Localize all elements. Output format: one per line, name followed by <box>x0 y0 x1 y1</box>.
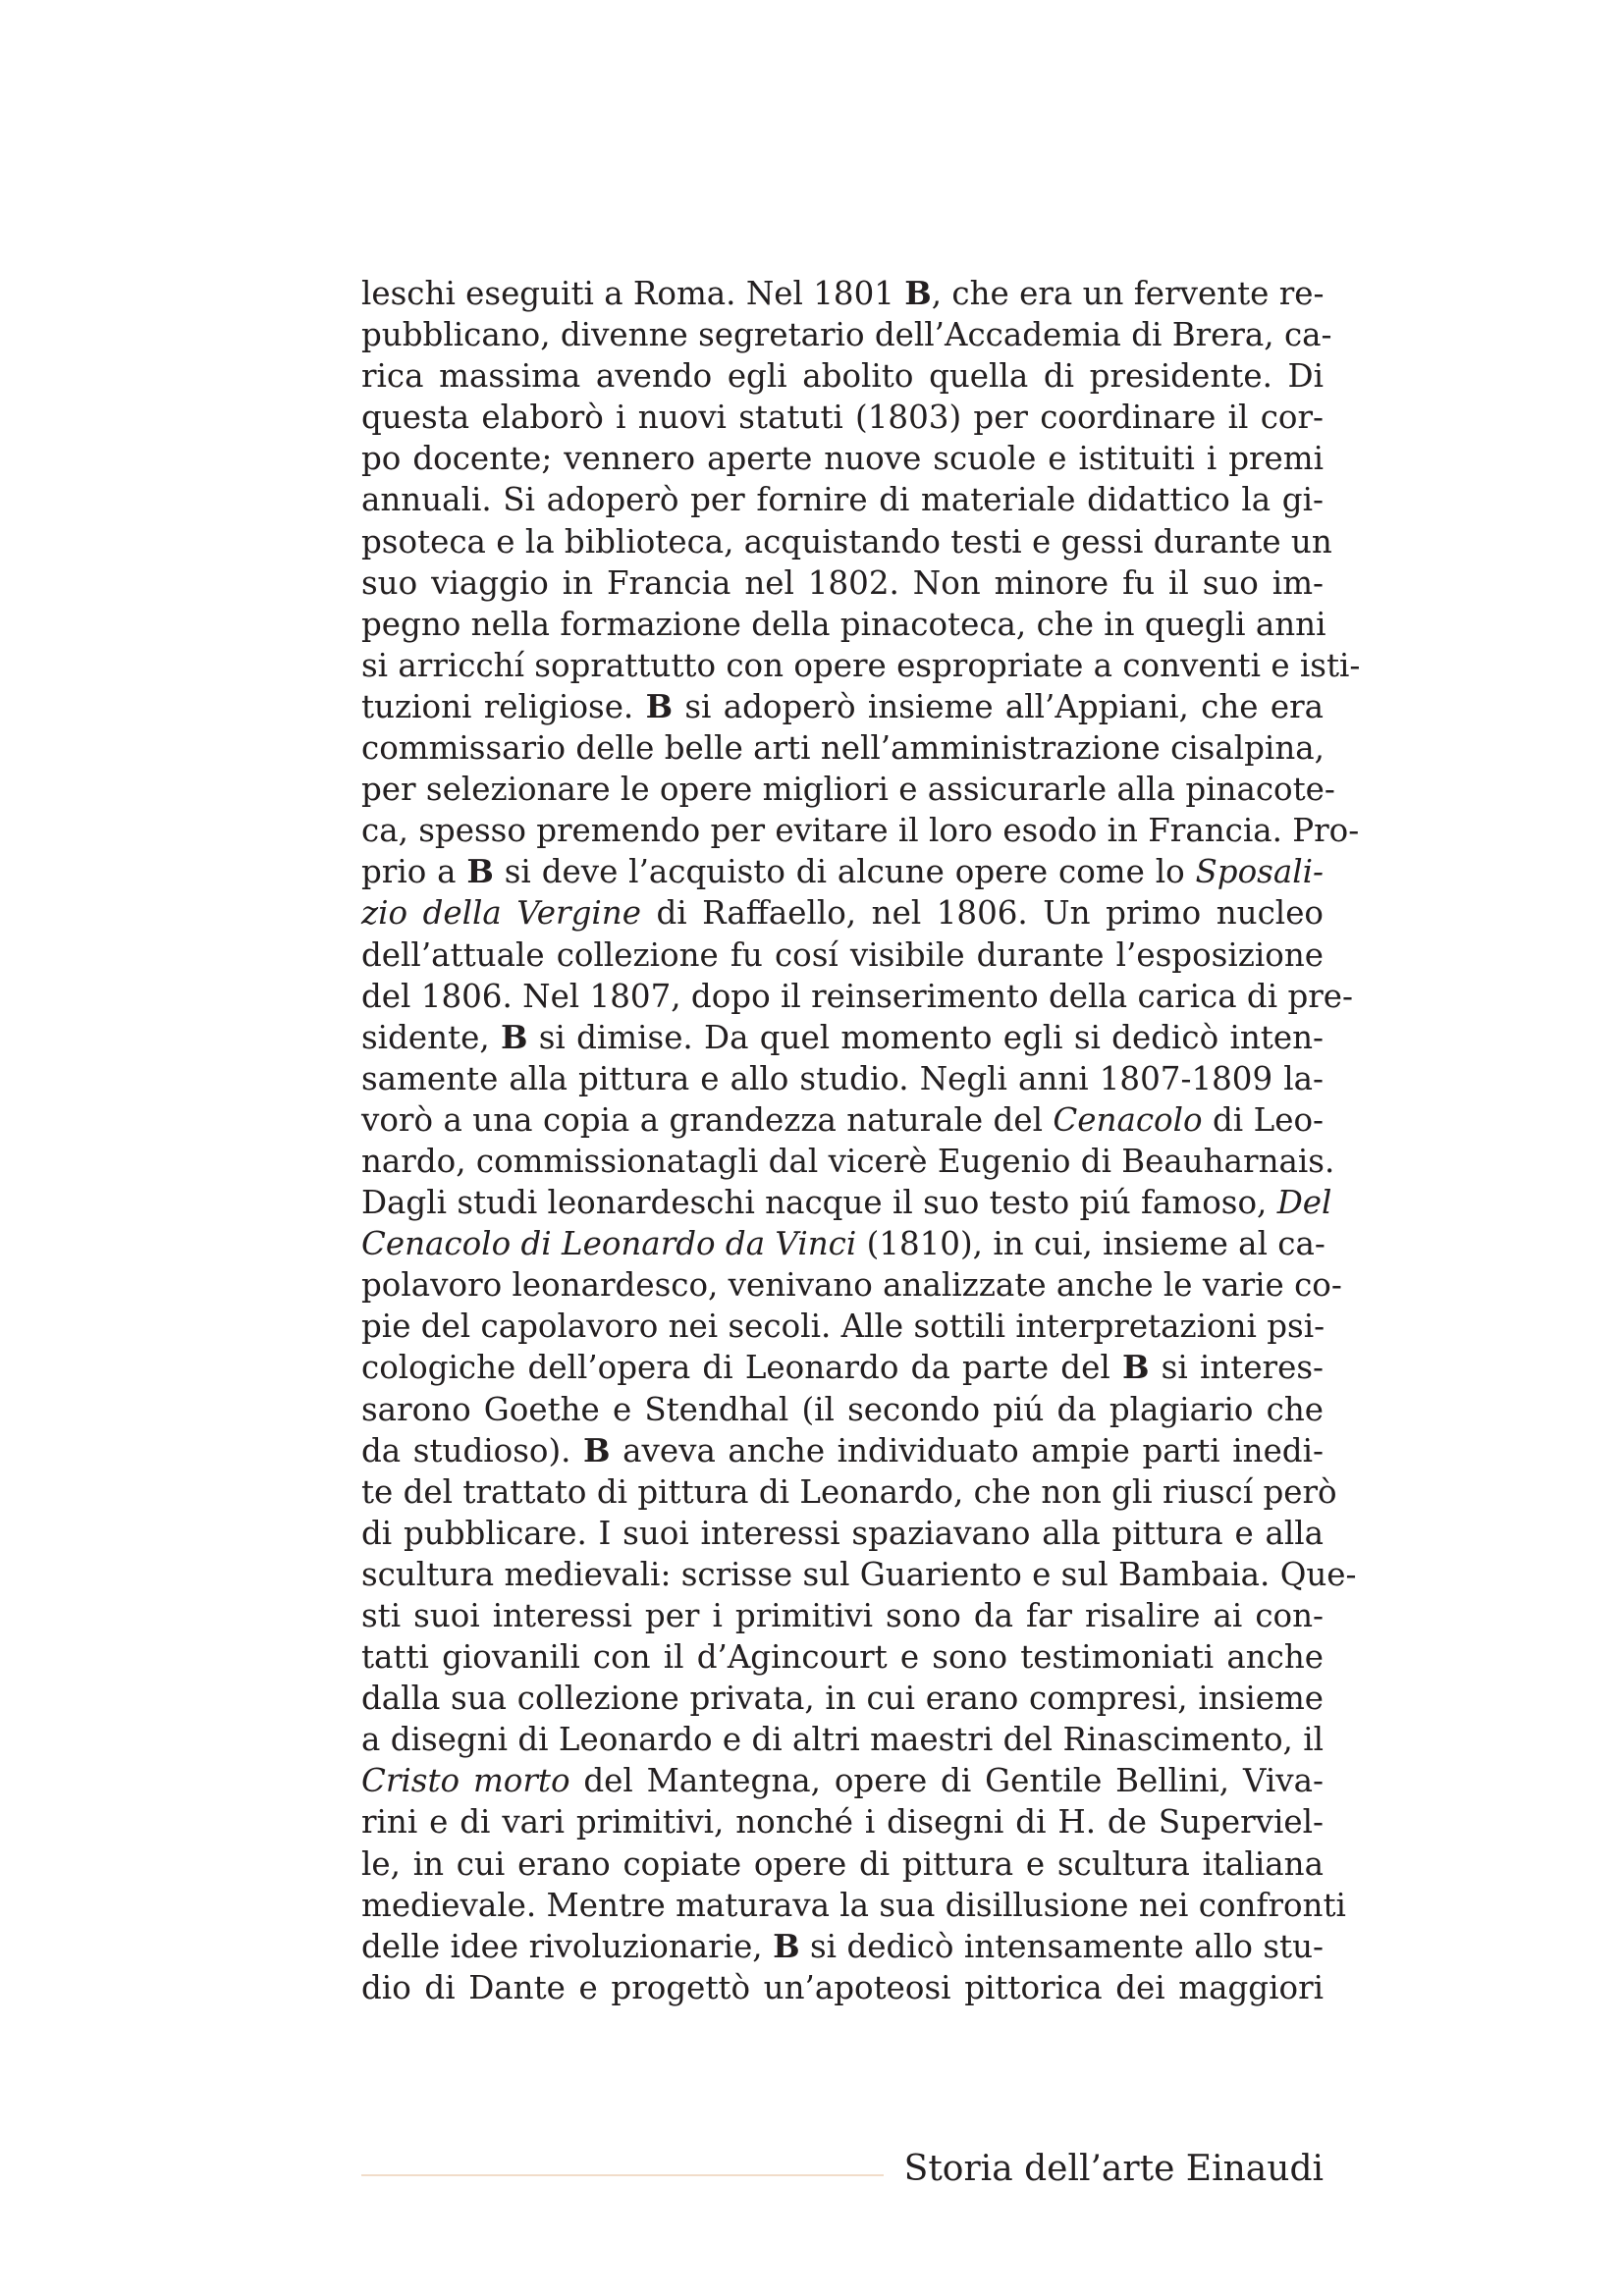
text-run: te del trattato di pittura di Leonardo, che non gli riuscí però <box>361 1472 1337 1511</box>
text-run: si arricchí soprattutto con opere espropriate a conventi e isti- <box>361 646 1361 684</box>
text-run: di Leo- <box>1202 1100 1324 1139</box>
text-run: di Raffaello, nel 1806. Un primo nucleo <box>640 894 1324 933</box>
text-line <box>361 769 1335 810</box>
text-line <box>361 1347 1324 1388</box>
text-run: tuzioni religiose. <box>361 687 646 725</box>
text-run: sarono Goethe e Stendhal (il secondo piú da plagiario che <box>361 1390 1324 1428</box>
text-run: si deve l’acquisto di alcune opere come lo <box>493 853 1196 891</box>
text-line <box>361 1430 1324 1471</box>
text-run: del Mantegna, opere di Gentile Bellini, Viva- <box>569 1762 1324 1800</box>
text-run: si dimise. Da quel momento egli si dedicò inten- <box>527 1018 1325 1056</box>
text-run: leschi eseguiti a Roma. Nel 1801 <box>361 275 905 312</box>
footer-rule <box>361 2174 884 2176</box>
text-run: dio di Dante e progettò un’apoteosi pittorica dei maggiori <box>361 1968 1324 2006</box>
bold-abbreviation: B <box>904 274 932 312</box>
text-run: scultura medievali: scrisse sul Guariento e sul Bambaia. Que- <box>361 1555 1357 1593</box>
text-line <box>361 1554 1357 1595</box>
text-line <box>361 1801 1324 1842</box>
text-line <box>361 1058 1324 1099</box>
bold-abbreviation: B <box>500 1017 528 1056</box>
text-run: si adoperò insieme all’Appiani, che era <box>673 687 1324 725</box>
text-line <box>361 479 1324 520</box>
text-line <box>361 1967 1324 2008</box>
text-line <box>361 810 1360 851</box>
text-line <box>361 438 1324 479</box>
italic-title: Del <box>1276 1184 1332 1222</box>
text-run: pie del capolavoro nei secoli. Alle sottili interpretazioni psi- <box>361 1308 1325 1346</box>
text-run: questa elaborò i nuovi statuti (1803) per coordinare il cor- <box>361 399 1324 437</box>
text-run: cologiche dell’opera di Leonardo da parte del <box>361 1349 1122 1387</box>
text-line <box>361 604 1324 645</box>
text-line <box>361 1719 1324 1760</box>
footer-title: Storia dell’arte Einaudi <box>903 2149 1324 2189</box>
text-run: Dagli studi leonardeschi nacque il suo testo piú famoso, <box>361 1184 1277 1222</box>
text-line <box>361 273 1324 314</box>
text-line <box>361 976 1354 1017</box>
text-run: rini e di vari primitivi, nonché i disegni di H. de Superviel- <box>361 1803 1324 1842</box>
text-line <box>361 1017 1324 1058</box>
text-line <box>361 727 1324 769</box>
text-line <box>361 1141 1335 1182</box>
text-line <box>361 1099 1324 1141</box>
text-line <box>361 1264 1342 1306</box>
text-line <box>361 397 1324 438</box>
text-run: a disegni di Leonardo e di altri maestri del Rinascimento, il <box>361 1721 1324 1759</box>
text-run: vorò a una copia a grandezza naturale del <box>361 1100 1054 1139</box>
text-run: sti suoi interessi per i primitivi sono da far risalire ai con- <box>361 1597 1324 1634</box>
text-run: delle idee rivoluzionarie, <box>361 1927 774 1965</box>
text-line <box>361 645 1361 686</box>
text-line <box>361 1760 1324 1801</box>
text-run: polavoro leonardesco, venivano analizzate anche le varie co- <box>361 1266 1342 1305</box>
text-run: tatti giovanili con il d’Agincourt e sono testimoniati anche <box>361 1638 1324 1677</box>
text-run: aveva anche individuato ampie parti inedi- <box>610 1431 1324 1469</box>
text-line <box>361 521 1332 562</box>
italic-title: zio della Vergine <box>361 894 641 933</box>
text-line <box>361 934 1324 976</box>
text-run: (1810), in cui, insieme al ca- <box>856 1225 1325 1263</box>
text-line <box>361 562 1324 604</box>
bold-abbreviation: B <box>645 686 674 725</box>
bold-abbreviation: B <box>583 1430 611 1469</box>
italic-title: Sposali- <box>1195 853 1324 891</box>
text-line <box>361 314 1332 355</box>
text-run: , che era un fervente re- <box>931 275 1325 312</box>
text-run: nardo, commissionatagli dal vicerè Eugenio di Beauharnais. <box>361 1142 1335 1180</box>
bold-abbreviation: B <box>466 852 494 891</box>
text-run: sidente, <box>361 1018 501 1056</box>
text-run: dalla sua collezione privata, in cui erano compresi, insieme <box>361 1680 1324 1718</box>
text-line <box>361 1223 1324 1264</box>
text-run: dell’attuale collezione fu cosí visibile durante l’esposizione <box>361 935 1324 974</box>
text-line <box>361 1678 1324 1719</box>
text-line <box>361 355 1324 397</box>
text-line <box>361 1471 1337 1513</box>
text-run: commissario delle belle arti nell’amministrazione cisalpina, <box>361 729 1325 768</box>
text-run: ca, spesso premendo per evitare il loro esodo in Francia. Pro- <box>361 812 1360 850</box>
text-run: medievale. Mentre maturava la sua disillusione nei confronti <box>361 1886 1346 1924</box>
text-run: si dedicò intensamente allo stu- <box>799 1927 1324 1965</box>
text-run: le, in cui erano copiate opere di pittura e scultura italiana <box>361 1844 1324 1883</box>
text-run: po docente; vennero aperte nuove scuole e istituiti i premi <box>361 440 1324 478</box>
bold-abbreviation: B <box>773 1926 800 1965</box>
text-run: suo viaggio in Francia nel 1802. Non minore fu il suo im- <box>361 563 1324 602</box>
text-line <box>361 1182 1332 1223</box>
text-run: si interes- <box>1149 1349 1324 1387</box>
text-run: prio a <box>361 853 467 891</box>
text-run: di pubblicare. I suoi interessi spaziavano alla pittura e alla <box>361 1514 1324 1552</box>
text-line <box>361 892 1324 934</box>
text-run: per selezionare le opere migliori e assicurarle alla pinacote- <box>361 771 1335 809</box>
text-line <box>361 686 1324 727</box>
text-line <box>361 1843 1324 1885</box>
text-line <box>361 1595 1324 1636</box>
text-run: da studioso). <box>361 1431 584 1469</box>
text-line <box>361 1885 1346 1926</box>
text-line <box>361 1513 1324 1554</box>
text-run: del 1806. Nel 1807, dopo il reinserimento della carica di pre- <box>361 977 1354 1015</box>
text-run: annuali. Si adoperò per fornire di materiale didattico la gi- <box>361 481 1324 519</box>
text-run: psoteca e la biblioteca, acquistando testi e gessi durante un <box>361 522 1332 561</box>
italic-title: Cristo morto <box>361 1762 570 1800</box>
bold-abbreviation: B <box>1121 1348 1150 1387</box>
text-line <box>361 1306 1324 1347</box>
text-line <box>361 851 1324 892</box>
body-text <box>361 273 1361 2008</box>
text-run: samente alla pittura e allo studio. Negli anni 1807-1809 la- <box>361 1059 1324 1097</box>
text-run: pegno nella formazione della pinacoteca, che in quegli anni <box>361 605 1326 643</box>
text-line <box>361 1389 1324 1430</box>
text-run: pubblicano, divenne segretario dell’Accademia di Brera, ca- <box>361 316 1332 354</box>
text-run: rica massima avendo egli abolito quella di presidente. Di <box>361 357 1324 396</box>
text-line <box>361 1926 1324 1967</box>
italic-title: Cenacolo <box>1053 1100 1203 1139</box>
text-line <box>361 1636 1324 1678</box>
italic-title: Cenacolo di Leonardo da Vinci <box>361 1225 857 1263</box>
